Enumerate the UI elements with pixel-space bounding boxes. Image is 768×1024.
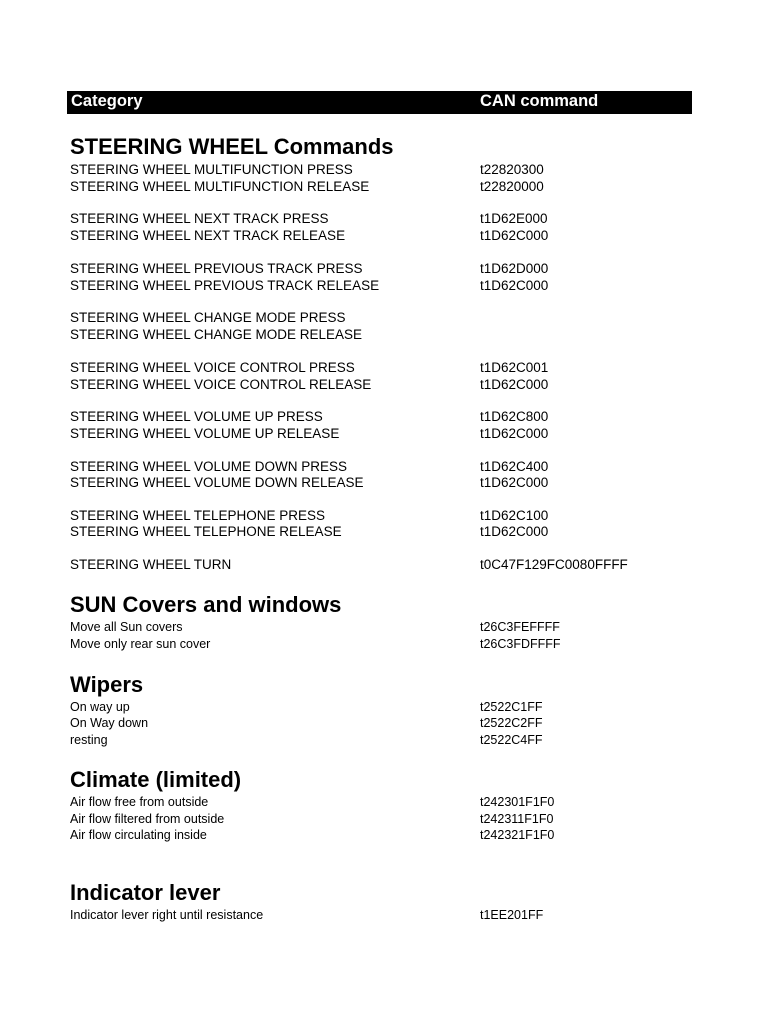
table-row [70, 732, 690, 749]
category-column-header: Category [71, 92, 143, 110]
can-command-column-header: CAN command [480, 92, 599, 110]
row-label: On Way down [70, 716, 149, 730]
table-row [70, 699, 690, 716]
row-label: STEERING WHEEL TELEPHONE RELEASE [70, 524, 342, 539]
table-row [70, 523, 690, 540]
row-label: STEERING WHEEL NEXT TRACK PRESS [70, 211, 329, 226]
row-command: t2522C2FF [480, 716, 543, 730]
table-row [70, 309, 690, 326]
row-label: STEERING WHEEL PREVIOUS TRACK RELEASE [70, 278, 380, 293]
table-row [70, 326, 690, 343]
row-label: STEERING WHEEL VOICE CONTROL RELEASE [70, 377, 372, 392]
row-command: t26C3FEFFFF [480, 620, 560, 634]
table-header [67, 91, 692, 114]
row-command: t1D62C000 [480, 228, 549, 243]
row-label: Indicator lever right until resistance [70, 908, 264, 922]
row-command: t1D62C000 [480, 524, 549, 539]
row-label: STEERING WHEEL MULTIFUNCTION RELEASE [70, 179, 370, 194]
row-label: STEERING WHEEL NEXT TRACK RELEASE [70, 228, 346, 243]
row-label: STEERING WHEEL CHANGE MODE PRESS [70, 310, 346, 325]
row-label: Move only rear sun cover [70, 637, 211, 651]
section-title-wipers: Wipers [70, 672, 144, 697]
row-command: t1D62C400 [480, 459, 549, 474]
table-row [70, 359, 690, 376]
row-command: t242311F1F0 [480, 812, 554, 826]
row-command: t1D62C000 [480, 377, 549, 392]
table-row [70, 458, 690, 475]
row-command: t1D62C000 [480, 475, 549, 490]
table-row [70, 556, 690, 573]
row-command: t1D62C000 [480, 426, 549, 441]
table-row [70, 376, 690, 393]
table-row [70, 178, 690, 195]
row-command: t22820000 [480, 179, 544, 194]
table-row [70, 507, 690, 524]
table-row [70, 474, 690, 491]
row-command: t1D62C000 [480, 278, 549, 293]
row-label: Air flow filtered from outside [70, 812, 225, 826]
section-title-indicator-lever: Indicator lever [70, 880, 221, 905]
row-label: STEERING WHEEL TELEPHONE PRESS [70, 508, 326, 523]
table-row [70, 260, 690, 277]
table-row [70, 811, 690, 828]
row-command: t1D62D000 [480, 261, 549, 276]
row-command: t1EE201FF [480, 908, 544, 922]
row-label: STEERING WHEEL VOLUME DOWN PRESS [70, 459, 348, 474]
table-row [70, 907, 690, 924]
row-label: resting [70, 733, 108, 747]
table-row [70, 619, 690, 636]
table-row [70, 794, 690, 811]
row-label: STEERING WHEEL VOLUME UP RELEASE [70, 426, 340, 441]
section-title-climate: Climate (limited) [70, 767, 242, 792]
table-row [70, 277, 690, 294]
row-label: STEERING WHEEL VOICE CONTROL PRESS [70, 360, 355, 375]
table-row [70, 408, 690, 425]
section-title-steering: STEERING WHEEL Commands [70, 134, 394, 159]
table-row [70, 210, 690, 227]
table-row [70, 161, 690, 178]
row-label: Air flow free from outside [70, 795, 209, 809]
row-label: Air flow circulating inside [70, 828, 207, 842]
row-label: STEERING WHEEL MULTIFUNCTION PRESS [70, 162, 353, 177]
table-row [70, 636, 690, 653]
table-row [70, 715, 690, 732]
row-command: t242321F1F0 [480, 828, 555, 842]
row-command: t1D62E000 [480, 211, 548, 226]
row-label: STEERING WHEEL CHANGE MODE RELEASE [70, 327, 363, 342]
row-label: STEERING WHEEL TURN [70, 557, 232, 572]
row-command: t1D62C100 [480, 508, 549, 523]
row-command: t26C3FDFFFF [480, 637, 561, 651]
row-label: STEERING WHEEL VOLUME DOWN RELEASE [70, 475, 364, 490]
table-row [70, 827, 690, 844]
row-label: STEERING WHEEL PREVIOUS TRACK PRESS [70, 261, 363, 276]
table-row [70, 425, 690, 442]
row-label: Move all Sun covers [70, 620, 183, 634]
row-command: t1D62C001 [480, 360, 549, 375]
row-command: t1D62C800 [480, 409, 549, 424]
row-command: t2522C1FF [480, 700, 543, 714]
row-command: t22820300 [480, 162, 544, 177]
row-command: t0C47F129FC0080FFFF [480, 557, 628, 572]
section-title-sun-covers: SUN Covers and windows [70, 592, 342, 617]
row-label: STEERING WHEEL VOLUME UP PRESS [70, 409, 323, 424]
row-label: On way up [70, 700, 130, 714]
row-command: t2522C4FF [480, 733, 543, 747]
table-row [70, 227, 690, 244]
row-command: t242301F1F0 [480, 795, 555, 809]
